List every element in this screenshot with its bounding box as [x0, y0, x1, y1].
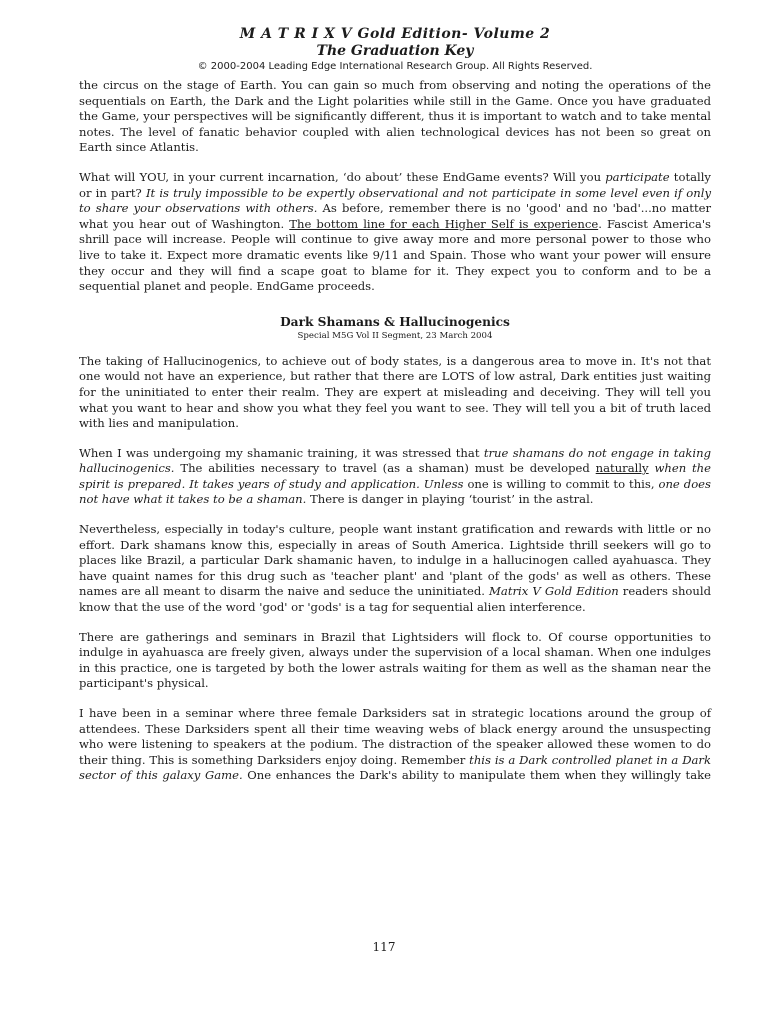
section-subtitle: Special M5G Vol II Segment, 23 March 2004 [297, 330, 493, 341]
copyright-line: © 2000-2004 Leading Edge International Research Group. All Rights Reserved. [197, 61, 593, 72]
header-title: M A T R I X V Gold Edition- Volume 2 [239, 26, 551, 42]
p4-text-a: When I was undergoing my shamanic training, it was stressed that [79, 445, 484, 460]
p2-text-a: What will YOU, in your current incarnation, ‘do about’ these EndGame events? Will you [79, 169, 606, 184]
paragraph-3: The taking of Hallucinogenics, to achieve out of body states, is a dangerous area to move in. It's not that one would not have an experience, but rather that there are LOTS of low astral, Dark entities just waiting for the uninitiated to enter their realm. They are expert at misleading and deceiving. They will tell you what you want to hear and show you what they feel you want to see. They will tell you a bit of truth laced with lies and manipulation. [79, 353, 711, 431]
p4-emphasis-spirit-prepared: when the spirit is prepared. It takes years of study and application. Unless [79, 461, 711, 491]
paragraph-6: There are gatherings and seminars in Brazil that Lightsiders will flock to. Of course opportunities to indulge in ayahuasca are freely given, always under the supervision of a local shaman. When one indulges in this practice, one is targeted by both the lower astrals waiting for them as well as the shaman near the participant's physical. [79, 629, 711, 691]
p4-text-g: one is willing to commit to this, [463, 476, 659, 491]
paragraph-2 [79, 170, 711, 295]
paragraph-1: the circus on the stage of Earth. You can gain so much from observing and noting the operations of the sequentials on Earth, the Dark and the Light polarities while still in the Game. Once you have graduated the Game, your perspectives will be significantly different, thus it is important to watch and to take mental notes. The level of fanatic behavior coupled with alien technological devices has not been so great on Earth since Atlantis. [79, 78, 711, 155]
paragraph-7 [79, 706, 711, 784]
p4-emphasis-true-shamans: true shamans do not engage in taking hallucinogenics. [79, 445, 711, 476]
p5-emphasis-matrix: Matrix V Gold Edition [489, 584, 619, 599]
p7-text-c: One enhances the Dark's ability to manipulate them when they willingly take [242, 768, 711, 783]
p7-emphasis-dark-planet: this is a Dark controlled planet in a Dark sector of this galaxy Game. [79, 752, 711, 783]
section-title: Dark Shamans & Hallucinogenics [280, 314, 510, 329]
p2-emphasis-participate: participate [605, 169, 670, 184]
p4-underline-naturally: naturally [595, 461, 649, 476]
p5-text-c: readers should know that the use of the word 'god' or 'gods' is a tag for sequential alien interference. [79, 584, 711, 615]
p4-text-i: There is danger in playing ‘tourist’ in the astral. [306, 492, 594, 507]
p2-underline-bottom-line: The bottom line for each Higher Self is experience [289, 216, 599, 231]
header-subtitle: The Graduation Key [316, 43, 474, 59]
page-header [79, 26, 711, 74]
p2-emphasis-observational: It is truly impossible to be expertly observational and not participate in some level even if only to share your observations with others. [79, 185, 711, 216]
p7-text-a: I have been in a seminar where three female Darksiders sat in strategic locations around the group of attendees. These Darksiders spent all their time weaving webs of black energy around the unsuspecting who were listening to speakers at the podium. The distraction of the speaker allowed these women to do their thing. This is something Darksiders enjoy doing. Remember [79, 706, 711, 767]
p2-text-g: . Fascist America's shrill pace will increase. People will continue to give away more and more personal power to those who live to take it. Expect more dramatic events like 9/11 and Spain. Those who want your power will ensure they occur and they will find a scape goat to blame for it. They expect you to conform and to be a sequential planet and people. EndGame proceeds. [79, 216, 711, 294]
p2-text-e: As before, remember there is no 'good' and no 'bad'...no matter what you hear out of Washington. [79, 201, 712, 231]
p4-emphasis-not-a-shaman: one does not have what it takes to be a shaman. [79, 476, 711, 507]
p4-text-c: The abilities necessary to travel (as a shaman) must be developed [174, 461, 596, 476]
paragraph-4 [79, 446, 711, 508]
paragraph-5 [79, 522, 711, 616]
page-number: 117 [372, 940, 396, 954]
p5-text-a: Nevertheless, especially in today's culture, people want instant gratification and rewards with little or no effort. Dark shamans know this, especially in areas of South America. Lightside thrill seekers will go to places like Brazil, a particular Dark shamanic haven, to indulge in a hallucinogen called ayahuasca. They have quaint names for this drug such as 'teacher plant' and 'plant of the gods' as well as others. These names are all meant to disarm the naive and seduce the uninitiated. [79, 522, 711, 599]
p2-text-c: totally or in part? [79, 169, 711, 200]
